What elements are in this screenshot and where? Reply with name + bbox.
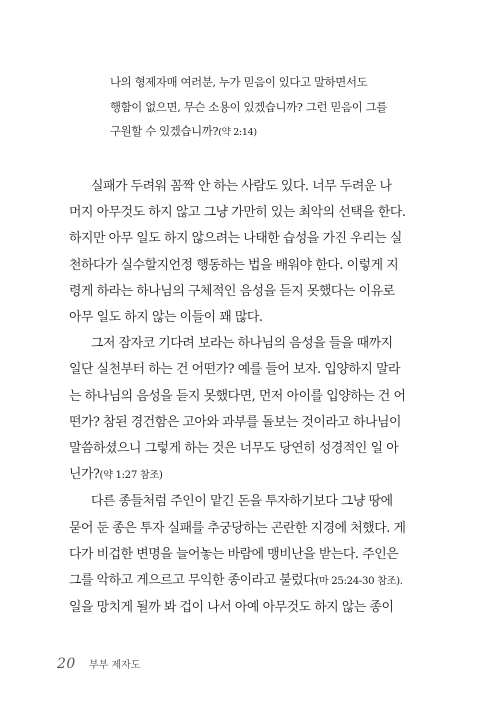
body-line-15: 다가 비겁한 변명을 늘어놓는 바람에 맹비난을 받는다. 주인은 — [69, 546, 399, 562]
quote-line-3 — [110, 119, 420, 146]
body-line-7: 그저 잠자코 기다려 보라는 하나님의 음성을 들을 때까지 — [91, 336, 393, 352]
quote-reference: (약 2:14) — [218, 127, 257, 138]
body-reference-2: (마 25:24-30 참조). — [315, 576, 403, 588]
body-line-13: 다른 종들처럼 주인이 맡긴 돈을 투자하기보다 그냥 땅에 — [91, 494, 393, 510]
body-line-4: 천하다가 실수할지언정 행동하는 법을 배워야 한다. 이렇게 지 — [69, 257, 399, 273]
body-line-1: 실패가 두려워 꼼짝 안 하는 사람도 있다. 너무 두려운 나 — [91, 179, 392, 194]
body-line-17: 일을 망치게 될까 봐 겁이 나서 아예 아무것도 하지 않는 종이 — [69, 600, 394, 616]
quote-line-2: 행함이 없으면, 무슨 소용이 있겠습니까? 그런 믿음이 그를 — [110, 99, 387, 114]
body-line-11: 말씀하셨으니 그렇게 하는 것은 너무도 당연히 성경적인 일 아 — [69, 441, 399, 457]
page-number: 20 — [57, 656, 76, 672]
body-line-12 — [69, 462, 399, 489]
body-line-3: 하지만 아무 일도 하지 않으려는 나태한 습성을 가진 우리는 실 — [69, 231, 402, 247]
quote-line-1: 나의 형제자매 여러분, 누가 믿음이 있다고 말하면서도 — [110, 75, 368, 89]
body-line-6: 아무 일도 하지 않는 이들이 꽤 많다. — [69, 310, 263, 326]
body-reference-1: (약 1:27 참조) — [99, 470, 163, 482]
body-line-12-text: 닌가? — [69, 467, 100, 483]
body-text — [69, 174, 406, 621]
body-line-16-text: 그를 악하고 게으르고 무익한 종이라고 불렀다 — [69, 573, 316, 589]
body-line-8: 일단 실천부터 하는 건 어떤가? 예를 들어 보자. 입양하지 말라 — [69, 362, 400, 378]
scripture-quote — [110, 70, 420, 146]
body-line-14: 묻어 둔 종은 투자 실패를 추궁당하는 곤란한 지경에 처했다. 게 — [69, 520, 406, 536]
body-line-5: 령게 하라는 하나님의 구체적인 음성을 듣지 못했다는 이유로 — [69, 283, 395, 299]
body-line-9: 는 하나님의 음성을 듣지 못했다면, 먼저 아이를 입양하는 건 어 — [69, 388, 406, 404]
body-line-16 — [69, 568, 403, 595]
book-title: 부부 제자도 — [89, 660, 141, 671]
quote-line-3-text: 구원할 수 있겠습니까? — [110, 124, 219, 138]
page-footer — [57, 656, 141, 672]
body-line-10: 떤가? 참된 경건함은 고아와 과부를 돌보는 것이라고 하나님이 — [69, 414, 402, 430]
body-line-2: 머지 아무것도 하지 않고 그냥 가만히 있는 최악의 선택을 한다. — [69, 205, 406, 221]
